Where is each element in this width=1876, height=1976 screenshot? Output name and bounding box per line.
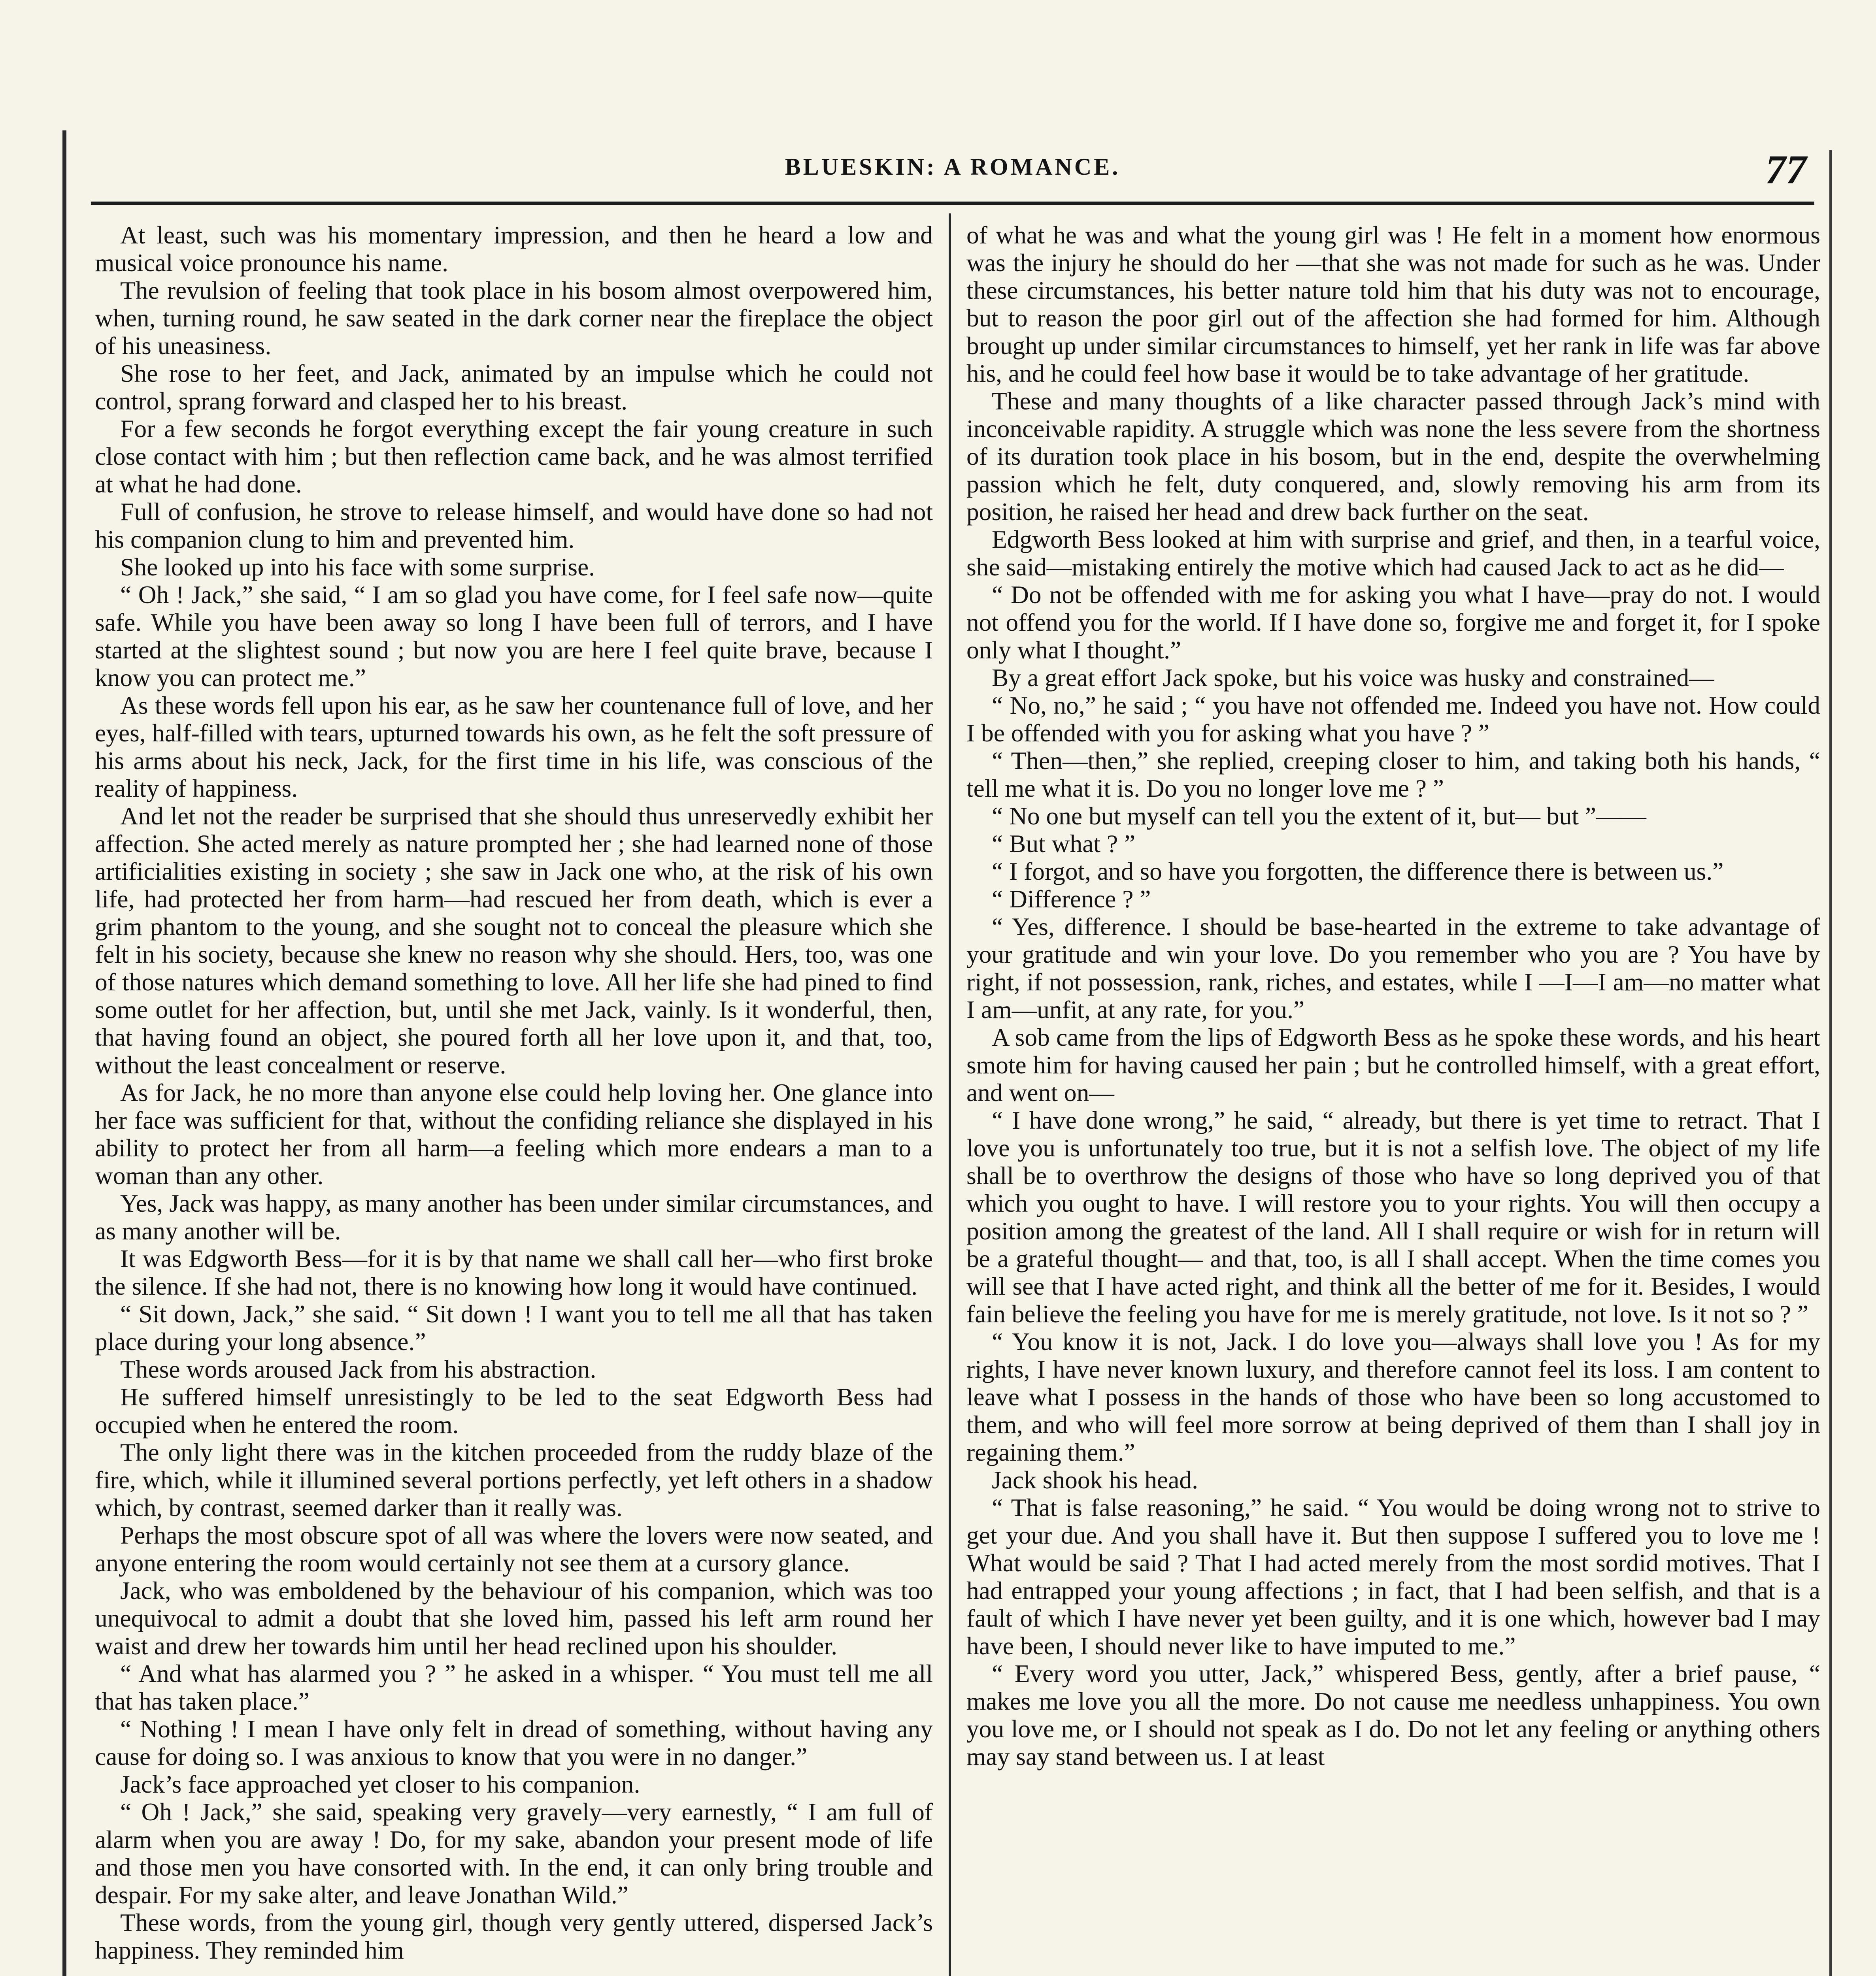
paragraph: Jack’s face approached yet closer to his companion. [120,1770,640,1798]
paragraph: Perhaps the most obscure spot of all was where the lovers were now seated, and anyone entering the room would certainly not see them at a cursory glance. [95,1521,933,1577]
paragraph: These words aroused Jack from his abstraction. [120,1355,596,1383]
left-margin-rule [62,130,66,1976]
paragraph: “ Yes, difference. I should be base-hearted in the extreme to take advantage of your gratitude and win your love. Do you remember who you are ? You have by right, if not possession, rank, riches, and estates, while I —I—I am—no matter what I am—unfit, at any rate, for you.” [966,913,1820,1024]
paragraph: “ You know it is not, Jack. I do love you—always shall love you ! As for my rights, I have never known luxury, and therefore cannot feel its loss. I am content to leave what I possess in the hands of those who have been so long accustomed to them, and who will feel more sorrow at being deprived of them than I shall joy in regaining them.” [966,1327,1820,1466]
paragraph: “ And what has alarmed you ? ” he asked in a whisper. “ You must tell me all that has taken place.” [95,1659,933,1715]
paragraph: As these words fell upon his ear, as he saw her countenance full of love, and her eyes, half-filled with tears, upturned towards his own, as he felt the soft pressure of his arms about his neck, Jack, for the first time in his life, was conscious of the reality of happiness. [95,691,933,802]
paragraph: These words, from the young girl, though very gently uttered, dispersed Jack’s happiness. They reminded him [95,1908,933,1964]
right-margin-rule [1829,150,1832,1976]
paragraph: These and many thoughts of a like character passed through Jack’s mind with inconceivable rapidity. A struggle which was none the less severe from the shortness of its duration took place in his bosom, but in the end, despite the overwhelming passion which he felt, duty conquered, and, slowly removing his arm from its position, he raised her head and drew back further on the seat. [966,387,1820,526]
column-divider [949,213,951,1976]
paragraph: “ Oh ! Jack,” she said, “ I am so glad you have come, for I feel safe now—quite safe. While you have been away so long I have been full of terrors, and I have started at the slightest sound ; but now you are here I feel quite brave, because I know you can protect me.” [95,581,933,692]
paragraph: “ Then—then,” she replied, creeping closer to him, and taking both his hands, “ tell me what it is. Do you no longer love me ? ” [966,747,1820,802]
paragraph: The only light there was in the kitchen proceeded from the ruddy blaze of the fire, which, while it illumined several portions perfectly, yet left others in a shadow which, by contrast, seemed darker than it really was. [95,1438,933,1522]
paragraph: Jack shook his head. [992,1466,1198,1494]
paragraph: “ Oh ! Jack,” she said, speaking very gravely—very earnestly, “ I am full of alarm when you are away ! Do, for my sake, abandon your present mode of life and those men you have consorted with. In the end, it can only bring trouble and despair. For my sake alter, and leave Jonathan Wild.” [95,1798,933,1909]
paragraph: Edgworth Bess looked at him with surprise and grief, and then, in a tearful voice, she said—mistaking entirely the motive which had caused Jack to act as he did— [966,525,1820,581]
paragraph: “ I forgot, and so have you forgotten, the difference there is between us.” [992,857,1724,885]
paragraph: “ Nothing ! I mean I have only felt in dread of something, without having any cause for doing so. I was anxious to know that you were in no danger.” [95,1715,933,1770]
page-number: 77 [1765,147,1806,192]
paragraph: “ Sit down, Jack,” she said. “ Sit down ! I want you to tell me all that has taken place during your long absence.” [95,1300,933,1356]
page-header [95,146,1810,198]
paragraph: As for Jack, he no more than anyone else could help loving her. One glance into her face was sufficient for that, without the confiding reliance she displayed in his ability to protect her from all harm—a feeling which more endears a man to a woman than any other. [95,1079,933,1190]
running-title: BLUESKIN: A ROMANCE. [785,154,1121,180]
paragraph: A sob came from the lips of Edgworth Bess as he spoke these words, and his heart smote him for having caused her pain ; but he controlled himself, with a great effort, and went on— [966,1023,1820,1107]
paragraph: Full of confusion, he strove to release himself, and would have done so had not his companion clung to him and prevented him. [95,498,933,553]
paragraph: “ No one but myself can tell you the extent of it, but— but ”—— [992,802,1646,830]
paragraph: “ Difference ? ” [992,885,1151,913]
right-text-column [966,221,1820,1976]
paragraph: He suffered himself unresistingly to be led to the seat Edgworth Bess had occupied when he entered the room. [95,1383,933,1439]
paragraph: For a few seconds he forgot everything except the fair young creature in such close contact with him ; but then reflection came back, and he was almost terrified at what he had done. [95,415,933,498]
paragraph: And let not the reader be surprised that she should thus unreservedly exhibit her affection. She acted merely as nature prompted her ; she had learned none of those artificialities existing in society ; she saw in Jack one who, at the risk of his own life, had protected her from harm—had rescued her from death, which is ever a grim phantom to the young, and she sought not to conceal the pleasure which she felt in his society, because she knew no reason why she should. Hers, too, was one of those natures which demand something to love. All her life she had pined to find some outlet for her affection, but, until she met Jack, vainly. Is it wonderful, then, that having found an object, she poured forth all her love upon it, and that, too, without the least concealment or reserve. [95,802,933,1079]
header-rule [91,202,1814,205]
paragraph: “ I have done wrong,” he said, “ already, but there is yet time to retract. That I love you is unfortunately too true, but it is not a selfish love. The object of my life shall be to overthrow the designs of those who have so long deprived you of that which you ought to have. I will restore you to your rights. You will then occupy a position among the greatest of the land. All I shall require or wish for in return will be a grateful thought— and that, too, is all I shall accept. When the time comes you will see that I have acted right, and think all the better of me for it. Besides, I would fain believe the feeling you have for me is merely gratitude, not love. Is it not so ? ” [966,1106,1820,1328]
paragraph: “ But what ? ” [992,830,1136,858]
paragraph: She looked up into his face with some surprise. [120,553,595,581]
paragraph: of what he was and what the young girl was ! He felt in a moment how enormous was the injury he should do her —that she was not made for such as he was. Under these circumstances, his better nature told him that his duty was not to encourage, but to reason the poor girl out of the affection she had formed for him. Although brought up under similar circumstances to himself, yet her rank in life was far above his, and he could feel how base it would be to take advantage of her gratitude. [966,221,1820,387]
paragraph: She rose to her feet, and Jack, animated by an impulse which he could not control, sprang forward and clasped her to his breast. [95,359,933,415]
paragraph: It was Edgworth Bess—for it is by that name we shall call her—who first broke the silence. If she had not, there is no knowing how long it would have continued. [95,1244,933,1300]
paragraph: “ Every word you utter, Jack,” whispered Bess, gently, after a brief pause, “ makes me love you all the more. Do not cause me needless unhappiness. You own you love me, or I should not speak as I do. Do not let any feeling or anything others may say stand between us. I at least [966,1659,1820,1770]
paragraph: “ No, no,” he said ; “ you have not offended me. Indeed you have not. How could I be offended with you for asking what you have ? ” [966,691,1820,747]
paragraph: By a great effort Jack spoke, but his voice was husky and constrained— [992,664,1714,692]
paragraph: “ Do not be offended with me for asking you what I have—pray do not. I would not offend you for the world. If I have done so, forgive me and forget it, for I spoke only what I thought.” [966,581,1820,664]
left-text-column [95,221,933,1976]
paragraph: Jack, who was emboldened by the behaviour of his companion, which was too unequivocal to admit a doubt that she loved him, passed his left arm round her waist and drew her towards him until her head reclined upon his shoulder. [95,1576,933,1660]
paragraph: “ That is false reasoning,” he said. “ You would be doing wrong not to strive to get your due. And you shall have it. But then suppose I suffered you to love me ! What would be said ? That I had acted merely from the most sordid motives. That I had entrapped your young affections ; in fact, that I had been selfish, and that is a fault of which I have never yet been guilty, and it is one which, however bad I may have been, I should never like to have imputed to me.” [966,1493,1820,1660]
paragraph: The revulsion of feeling that took place in his bosom almost overpowered him, when, turning round, he saw seated in the dark corner near the fireplace the object of his uneasiness. [95,276,933,360]
paragraph: Yes, Jack was happy, as many another has been under similar circumstances, and as many another will be. [95,1189,933,1245]
paragraph: At least, such was his momentary impression, and then he heard a low and musical voice pronounce his name. [95,221,933,277]
